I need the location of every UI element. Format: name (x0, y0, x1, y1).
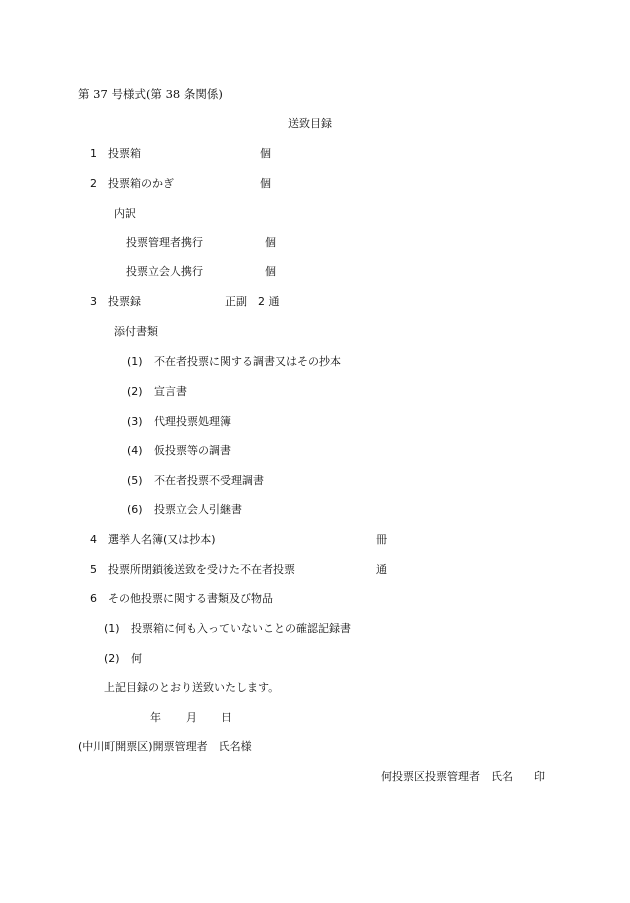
item-4-label: 選挙人名簿(又は抄本) (108, 533, 216, 546)
attachments-heading: 添付書類 (114, 325, 158, 338)
addressee: (中川町開票区)開票管理者 氏名様 (78, 740, 252, 753)
item-1-number: 1 (90, 147, 97, 160)
item-2-label: 投票箱のかぎ (108, 177, 174, 190)
item-3-label: 投票録 (108, 295, 141, 308)
breakdown-heading: 内訳 (114, 207, 136, 220)
attachment-number: (6) (127, 503, 143, 516)
document-title: 送致目録 (288, 117, 332, 130)
item-3-quantity: 正副 2 通 (225, 295, 280, 308)
item-5-number: 5 (90, 563, 97, 576)
item-6-sub-number: (1) (104, 622, 120, 635)
date-day: 日 (221, 711, 232, 724)
form-number-header: 第 37 号様式(第 38 条関係) (78, 87, 223, 101)
item-3-number: 3 (90, 295, 97, 308)
attachment-label: 投票立会人引継書 (154, 503, 242, 516)
item-4-unit: 冊 (376, 533, 387, 546)
item-6-label: その他投票に関する書類及び物品 (108, 592, 273, 605)
attachment-number: (3) (127, 415, 143, 428)
closing-statement: 上記目録のとおり送致いたします。 (104, 681, 280, 694)
item-6-sub-number: (2) (104, 652, 120, 665)
attachment-number: (5) (127, 474, 143, 487)
attachment-number: (1) (127, 355, 143, 368)
seal-mark: 印 (534, 770, 545, 783)
attachment-label: 仮投票等の調書 (154, 444, 231, 457)
item-5-unit: 通 (376, 563, 387, 576)
attachment-label: 宣言書 (154, 385, 187, 398)
date-year: 年 (150, 711, 161, 724)
date-month: 月 (186, 711, 197, 724)
item-4-number: 4 (90, 533, 97, 546)
item-6-sub-label: 何 (131, 652, 142, 665)
item-1-unit: 個 (260, 147, 271, 160)
attachment-number: (4) (127, 444, 143, 457)
item-2-number: 2 (90, 177, 97, 190)
item-5-label: 投票所閉鎖後送致を受けた不在者投票 (108, 563, 295, 576)
attachment-label: 不在者投票不受理調書 (154, 474, 264, 487)
attachment-label: 代理投票処理簿 (154, 415, 231, 428)
item-2-unit: 個 (260, 177, 271, 190)
attachment-label: 不在者投票に関する調書又はその抄本 (154, 355, 341, 368)
breakdown-manager-unit: 個 (265, 236, 276, 249)
sender-name: 何投票区投票管理者 氏名 (381, 770, 513, 783)
attachment-number: (2) (127, 385, 143, 398)
item-6-number: 6 (90, 592, 97, 605)
breakdown-witness-unit: 個 (265, 265, 276, 278)
item-6-sub-label: 投票箱に何も入っていないことの確認記録書 (131, 622, 351, 635)
breakdown-witness-label: 投票立会人携行 (126, 265, 203, 278)
breakdown-manager-label: 投票管理者携行 (126, 236, 203, 249)
item-1-label: 投票箱 (108, 147, 141, 160)
